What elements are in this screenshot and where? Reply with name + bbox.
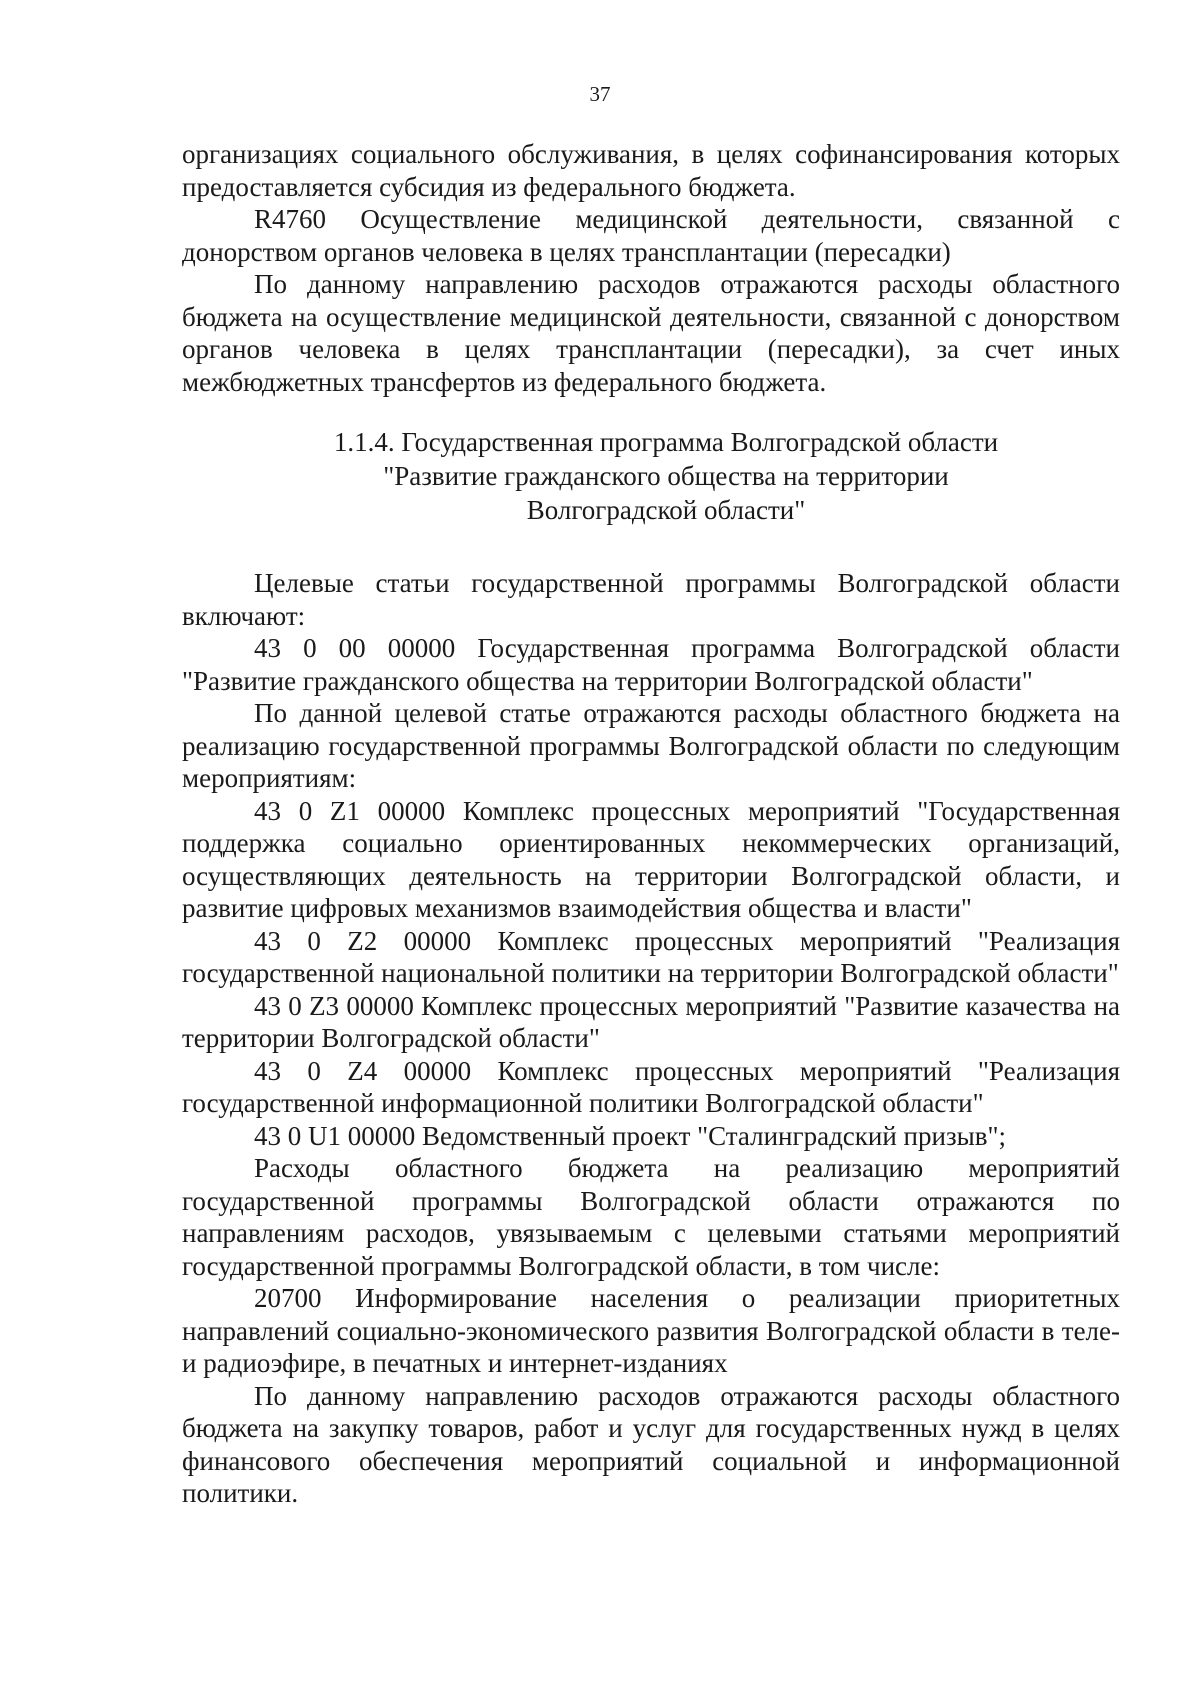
paragraph-code-z1: 43 0 Z1 00000 Комплекс процессных мероприятий "Государственная поддержка социально ориентированных некоммерческих организаций, осуществляющих деятельность на территории Волгоградской области, и развитие цифровых механизмов взаимодействия общества и власти" — [182, 795, 1120, 923]
paragraph-code-z4: 43 0 Z4 00000 Комплекс процессных мероприятий "Реализация государственной информационной политики Волгоградской области" — [182, 1055, 1120, 1118]
paragraph-code-u1: 43 0 U1 00000 Ведомственный проект "Сталинградский призыв"; — [254, 1120, 1007, 1151]
paragraph-target-items-intro: Целевые статьи государственной программы Волгоградской области включают: — [182, 568, 1120, 631]
paragraph-expenses-intro: Расходы областного бюджета на реализацию мероприятий государственной программы Волгоградской области отражаются по направлениям расходов, увязываемым с целевыми статьями мероприятий государственной программы Волгоградской области, в том числе: — [182, 1153, 1120, 1281]
document-body — [182, 138, 1120, 1510]
paragraph-code-20700: 20700 Информирование населения о реализации приоритетных направлений социально-экономического развития Волгоградской области в теле- и радиоэфире, в печатных и интернет-изданиях — [182, 1283, 1120, 1378]
paragraph-r4760-code: R4760 Осуществление медицинской деятельности, связанной с донорством органов человека в целях трансплантации (пересадки) — [182, 204, 1120, 267]
page-number: 37 — [589, 82, 611, 106]
paragraph-program-description: По данной целевой статье отражаются расходы областного бюджета на реализацию государственной программы Волгоградской области по следующим мероприятиям: — [182, 698, 1120, 793]
paragraph-r4760-description: По данному направлению расходов отражаются расходы областного бюджета на осуществление медицинской деятельности, связанной с донорством органов человека в целях трансплантации (пересадки), за счет иных межбюджетных трансфертов из федерального бюджета. — [182, 269, 1120, 397]
section-heading — [182, 425, 1120, 527]
paragraph-code-z3: 43 0 Z3 00000 Комплекс процессных мероприятий "Развитие казачества на территории Волгоградской области" — [182, 990, 1120, 1053]
paragraph-program-code: 43 0 00 00000 Государственная программа Волгоградской области "Развитие гражданского общества на территории Волгоградской области" — [182, 633, 1120, 696]
section-heading-line-2: "Развитие гражданского общества на территории — [383, 461, 949, 491]
section-heading-line-3: Волгоградской области" — [526, 495, 806, 525]
section-heading-line-1: 1.1.4. Государственная программа Волгоградской области — [333, 427, 999, 457]
paragraph-continuation: организациях социального обслуживания, в целях софинансирования которых предоставляется субсидия из федерального бюджета. — [182, 139, 1120, 202]
paragraph-code-z2: 43 0 Z2 00000 Комплекс процессных мероприятий "Реализация государственной национальной политики на территории Волгоградской области" — [182, 925, 1120, 988]
paragraph-20700-description: По данному направлению расходов отражаются расходы областного бюджета на закупку товаров, работ и услуг для государственных нужд в целях финансового обеспечения мероприятий социальной и информационной политики. — [182, 1380, 1120, 1508]
